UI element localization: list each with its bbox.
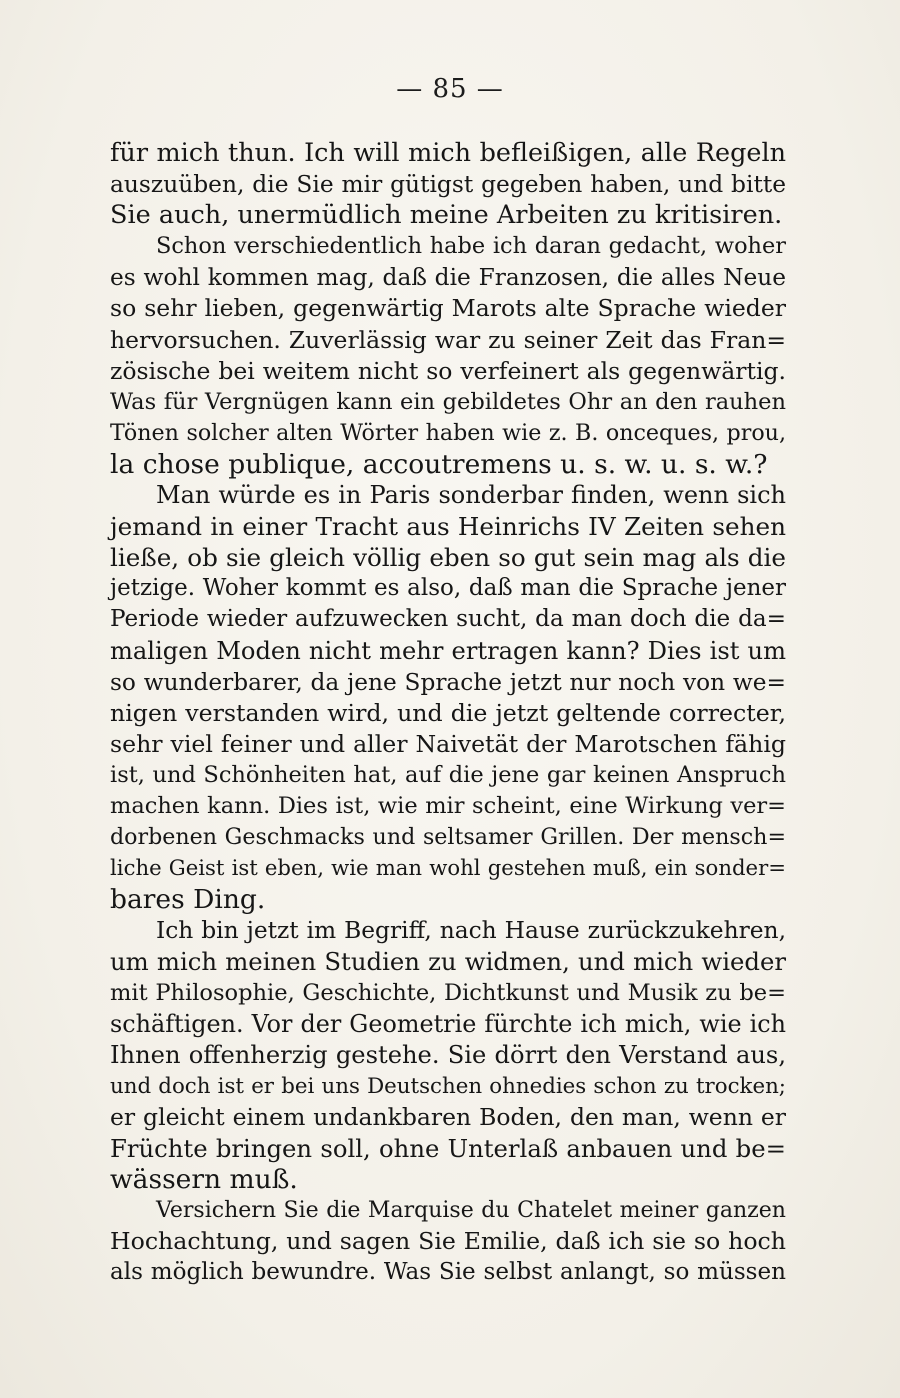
text-line: so sehr lieben, gegenwärtig Marots alte Sprache wieder <box>110 294 786 323</box>
text-line: nigen verstanden wird, und die jetzt geltende correcter, <box>110 698 786 727</box>
text-line: machen kann. Dies ist, wie mir scheint, eine Wirkung ver= <box>110 792 786 819</box>
text-line: Tönen solcher alten Wörter haben wie z. B. onceques, prou, <box>110 419 786 446</box>
text-line: auszuüben, die Sie mir gütigst gegeben haben, und bitte <box>110 170 786 199</box>
text-line: Was für Vergnügen kann ein gebildetes Ohr an den rauhen <box>110 388 786 415</box>
text-line: jemand in einer Tracht aus Heinrichs IV Zeiten sehen <box>110 512 786 542</box>
text-line: schäftigen. Vor der Geometrie fürchte ich mich, wie ich <box>110 1009 786 1038</box>
text-line: zösische bei weitem nicht so verfeinert als gegenwärtig. <box>110 356 786 385</box>
text-line: wässern muß. <box>110 1164 298 1196</box>
text-line: für mich thun. Ich will mich befleißigen, alle Regeln <box>110 138 786 168</box>
text-line: la chose publique, accoutremens u. s. w. u. s. w.? <box>110 448 768 480</box>
text-line: mit Philosophie, Geschichte, Dichtkunst und Musik zu be= <box>110 979 786 1006</box>
text-line: maligen Moden nicht mehr ertragen kann? Dies ist um <box>110 636 786 665</box>
text-line: liche Geist ist eben, wie man wohl gestehen muß, ein sonder= <box>110 856 786 882</box>
text-line: als möglich bewundre. Was Sie selbst anlangt, so müssen <box>110 1259 786 1286</box>
text-line: hervorsuchen. Zuverlässig war zu seiner Zeit das Fran= <box>110 325 786 354</box>
text-line: Ihnen offenherzig gestehe. Sie dörrt den Verstand aus, <box>110 1040 786 1069</box>
body-text <box>110 138 786 1288</box>
text-line: Schon verschiedentlich habe ich daran gedacht, woher <box>156 233 786 260</box>
text-line: jetzige. Woher kommt es also, daß man die Sprache jener <box>110 575 786 602</box>
page-number: — 85 — <box>396 74 504 104</box>
text-line: ließe, ob sie gleich völlig eben so gut sein mag als die <box>110 543 786 573</box>
text-line: und doch ist er bei uns Deutschen ohnedies schon zu trocken; <box>110 1073 786 1099</box>
text-line: er gleicht einem undankbaren Boden, den man, wenn er <box>110 1102 786 1131</box>
text-line: bares Ding. <box>110 884 266 916</box>
text-line: ist, und Schönheiten hat, auf die jene gar keinen Anspruch <box>110 761 786 788</box>
text-line: Sie auch, unermüdlich meine Arbeiten zu kritisiren. <box>110 200 783 231</box>
text-line: so wunderbarer, da jene Sprache jetzt nur noch von we= <box>110 668 786 696</box>
text-line: Periode wieder aufzuwecken sucht, da man doch die da= <box>110 606 786 633</box>
text-line: Hochachtung, und sagen Sie Emilie, daß ich sie so hoch <box>110 1227 786 1256</box>
text-line: Versichern Sie die Marquise du Chatelet meiner ganzen <box>156 1198 786 1224</box>
text-line: Man würde es in Paris sonderbar finden, wenn sich <box>156 481 786 510</box>
text-line: sehr viel feiner und aller Naivetät der Marotschen fähig <box>110 729 786 758</box>
text-line: Ich bin jetzt im Begriff, nach Hause zurückzukehren, <box>156 916 786 945</box>
text-line: um mich meinen Studien zu widmen, und mich wieder <box>110 947 786 977</box>
text-line: es wohl kommen mag, daß die Franzosen, die alles Neue <box>110 264 786 292</box>
text-line: dorbenen Geschmacks und seltsamer Grillen. Der mensch= <box>110 824 786 851</box>
text-line: Früchte bringen soll, ohne Unterlaß anbauen und be= <box>110 1134 786 1163</box>
